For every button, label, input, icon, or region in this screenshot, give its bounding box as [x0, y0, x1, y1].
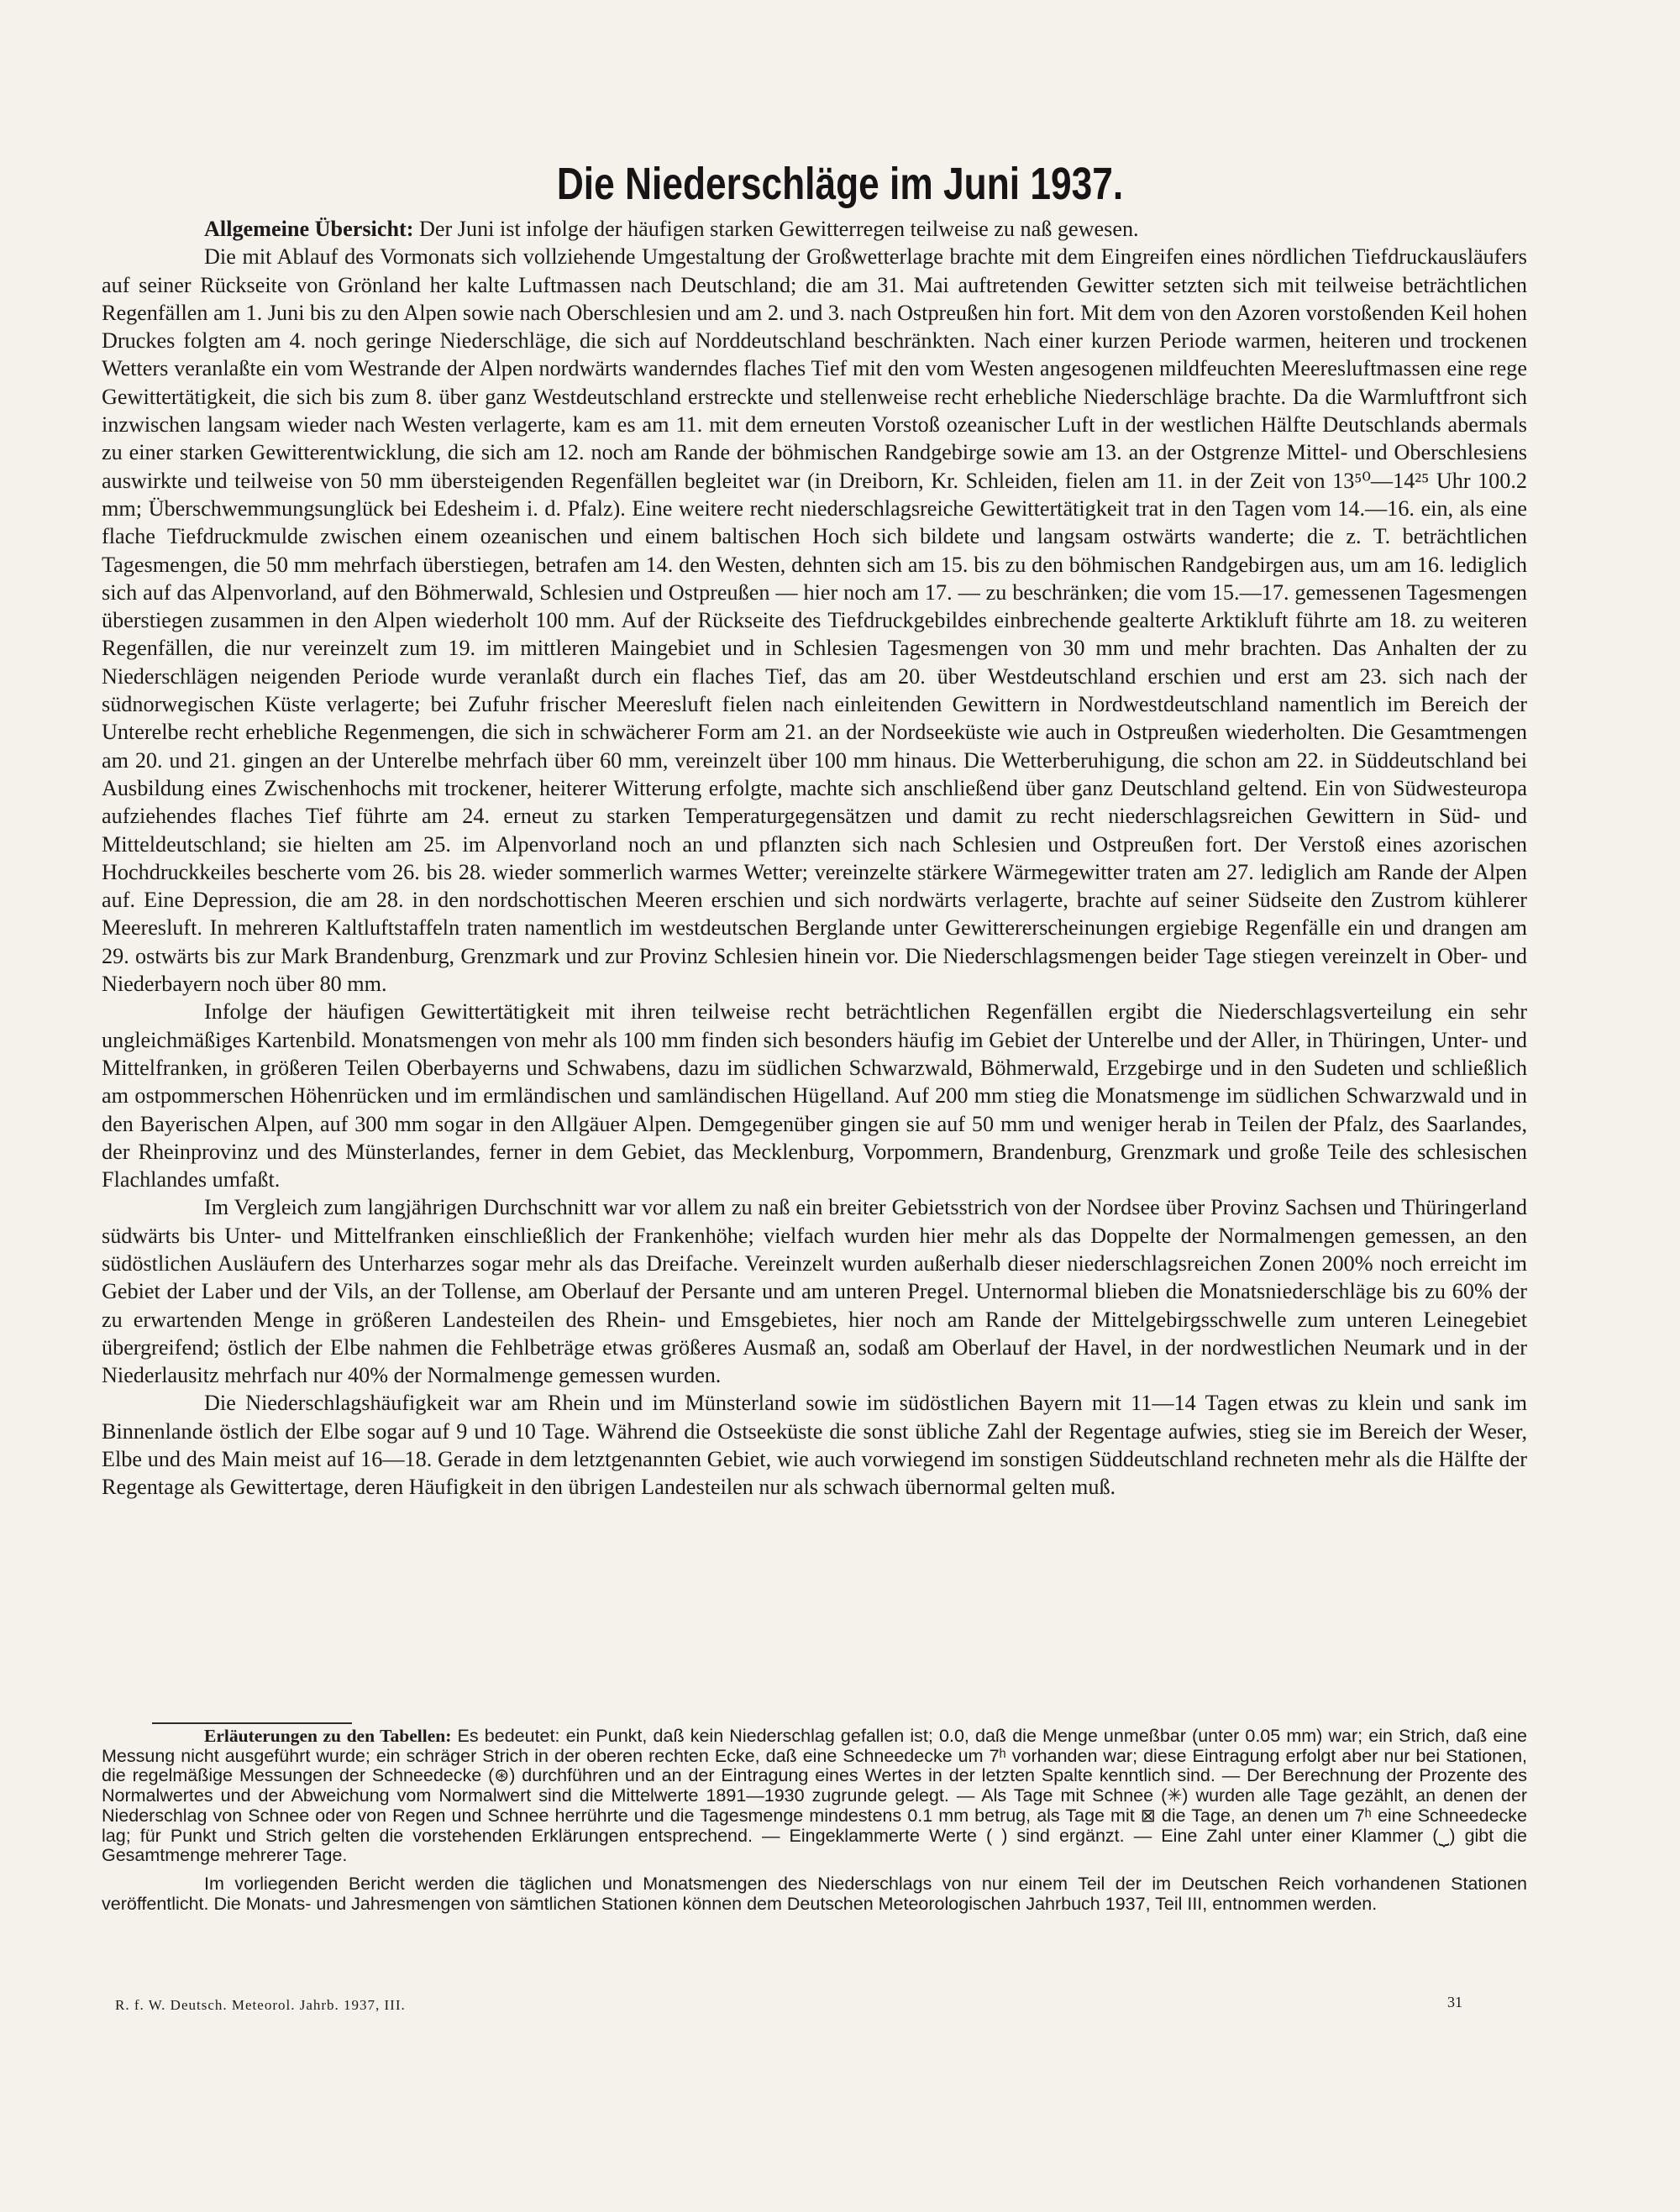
- footer-source: R. f. W. Deutsch. Meteorol. Jahrb. 1937, III.: [115, 1997, 406, 2013]
- overview-intro-paragraph: [102, 215, 1527, 243]
- table-notes-section: [102, 1727, 1527, 1914]
- notes-paragraph: [102, 1727, 1527, 1866]
- overview-paragraph: Die mit Ablauf des Vormonats sich vollziehende Umgestaltung der Großwetterlage brachte mit dem Eingreifen eines nördlichen Tiefdruckausläufers auf seiner Rückseite von Grönland her kalte Luftmassen nach Deutschland; die am 31. Mai auftretenden Gewitter setzten sich mit teilweise beträchtlichen Regenfällen am 1. Juni bis zu den Alpen sowie nach Oberschlesien und am 2. und 3. nach Ostpreußen hin fort. Mit dem von den Azoren vorstoßenden Keil hohen Druckes folgten am 4. noch geringe Niederschläge, die sich auf Norddeutschland beschränkten. Nach einer kurzen Periode warmen, heiteren und trockenen Wetters veranlaßte ein vom Westrande der Alpen nordwärts wanderndes flaches Tief mit den vom Westen angesogenen mildfeuchten Meeresluftmassen eine rege Gewittertätigkeit, die sich bis zum 8. über ganz Westdeutschland erstreckte und stellenweise recht erhebliche Niederschläge brachte. Da die Warmluftfront sich inzwischen langsam wieder nach Westen verlagerte, kam es am 11. mit dem erneuten Vorstoß ozeanischer Luft in der westlichen Hälfte Deutschlands abermals zu einer starken Gewitterentwicklung, die sich am 12. noch am Rande der böhmischen Randgebirge sowie am 13. an der Ostgrenze Mittel- und Oberschlesiens auswirkte und teilweise von 50 mm übersteigenden Regenfällen begleitet war (in Dreiborn, Kr. Schleiden, fielen am 11. in der Zeit von 13⁵⁰—14²⁵ Uhr 100.2 mm; Überschwemmungsunglück bei Edesheim i. d. Pfalz). Eine weitere recht niederschlagsreiche Gewittertätigkeit trat in den Tagen vom 14.—16. ein, als eine flache Tiefdruckmulde zwischen einem ozeanischen und einem baltischen Hoch sich bildete und langsam ostwärts wanderte; die z. T. beträchtlichen Tagesmengen, die 50 mm mehrfach überstiegen, betrafen am 14. den Westen, dehnten sich am 15. bis zu den böhmischen Randgebirgen aus, um am 16. lediglich sich auf das Alpenvorland, auf den Böhmerwald, Schlesien und Ostpreußen — hier noch am 17. — zu beschränken; die vom 15.—17. gemessenen Tagesmengen überstiegen zusammen in den Alpen wiederholt 100 mm. Auf der Rückseite des Tiefdruckgebildes einbrechende gealterte Arktikluft führte am 18. zu weiteren Regenfällen, die nur vereinzelt zum 19. im mittleren Maingebiet und in Schlesien Tagesmengen von 30 mm und mehr brachten. Das Anhalten der zu Niederschlägen neigenden Periode wurde veranlaßt durch ein flaches Tief, das am 20. über Westdeutschland erschien und erst am 23. sich nach der südnorwegischen Küste verlagerte; bei Zufuhr frischer Meeresluft fielen nach einleitenden Gewittern in Nordwestdeutschland namentlich im Bereich der Unterelbe recht erhebliche Regenmengen, die sich in schwächerer Form am 21. an der Nordseeküste wie auch in Ostpreußen wiederholten. Die Gesamtmengen am 20. und 21. gingen an der Unterelbe mehrfach über 60 mm, vereinzelt über 100 mm hinaus. Die Wetterberuhigung, die schon am 22. in Süddeutschland bei Ausbildung eines Zwischenhochs mit trockener, heiterer Witterung erfolgte, machte sich anschließend über ganz Deutschland geltend. Ein von Südwesteuropa aufziehendes flaches Tief führte am 24. erneut zu starken Temperaturgegensätzen und damit zu recht niederschlagsreichen Gewittern in Süd- und Mitteldeutschland; sie hielten am 25. im Alpenvorland noch an und pflanzten sich nach Schlesien und Ostpreußen fort. Der Verstoß eines azorischen Hochdruckkeiles bescherte vom 26. bis 28. wieder sommerlich warmes Wetter; vereinzelte stärkere Wärmegewitter traten am 27. lediglich am Rande der Alpen auf. Eine Depression, die am 28. in den nordschottischen Meeren erschien und sich nordwärts verlagerte, brachte auf seiner Südseite den Zustrom kühlerer Meeresluft. In mehreren Kaltluftstaffeln traten namentlich im westdeutschen Berglande unter Gewittererscheinungen ergiebige Regenfälle ein und drangen am 29. ostwärts bis zur Mark Brandenburg, Grenzmark und zur Provinz Schlesien hinein vor. Die Niederschlagsmengen beider Tage stiegen vereinzelt in Ober- und Niederbayern noch über 80 mm.: [102, 244, 1527, 997]
- notes-label: Erläuterungen zu den Tabellen:: [204, 1726, 452, 1746]
- notes-text: Es bedeutet: ein Punkt, daß kein Niederschlag gefallen ist; 0.0, daß die Menge unmeßbar (unter 0.05 mm) war; ein Strich, daß eine Messung nicht ausgeführt wurde; ein schräger Strich in der oberen rechten Ecke, daß eine Schneedecke um 7ʰ vorhanden war; diese Eintragung erfolgt aber nur bei Stationen, die regelmäßige Messungen der Schneedecke (⊛) durchführen und an der Eintragung eines Wertes in der letzten Spalte kenntlich sind. — Der Berechnung der Prozente des Normalwertes und der Abweichung vom Normalwert sind die Mittelwerte 1891—1930 zugrunde gelegt. — Als Tage mit Schnee (✳) wurden alle Tage gezählt, an denen der Niederschlag von Schnee oder von Regen und Schnee herrührte und die Tagesmenge mindestens 0.1 mm betrug, als Tage mit ⊠ die Tage, an denen um 7ʰ eine Schneedecke lag; für Punkt und Strich gelten die vorstehenden Erklärungen entsprechend. — Eingeklammerte Werte ( ) sind ergänzt. — Eine Zahl unter einer Klammer (⏟) gibt die Gesamtmenge mehrerer Tage.: [102, 1726, 1527, 1866]
- overview-section: [102, 215, 1527, 1502]
- overview-label: Allgemeine Übersicht:: [204, 217, 414, 241]
- overview-intro: Der Juni ist infolge der häufigen starken Gewitterregen teilweise zu naß gewesen.: [413, 217, 1139, 241]
- page-title: Die Niederschläge im Juni 1937.: [556, 159, 1124, 209]
- overview-paragraph: Die Niederschlagshäufigkeit war am Rhein und im Münsterland sowie im südöstlichen Bayern mit 11—14 Tagen etwas zu klein und sank im Binnenlande östlich der Elbe sogar auf 9 und 10 Tage. Während die Ostseeküste die sonst übliche Zahl der Regentage aufwies, stieg sie im Bereich der Weser, Elbe und des Main meist auf 16—18. Gerade in dem letztgenannten Gebiet, wie auch vorwiegend im sonstigen Süddeutschland rechneten mehr als die Hälfte der Regentage als Gewittertage, deren Häufigkeit in den übrigen Landesteilen nur als schwach übernormal gelten muß.: [102, 1391, 1527, 1500]
- overview-paragraph: Im Vergleich zum langjährigen Durchschnitt war vor allem zu naß ein breiter Gebietsstrich von der Nordsee über Provinz Sachsen und Thüringerland südwärts bis Unter- und Mittelfranken einschließlich der Frankenhöhe; vielfach wurden hier mehr als das Doppelte der Normalmengen gemessen, an den südöstlichen Ausläufern des Unterharzes sogar mehr als das Dreifache. Vereinzelt wurden außerhalb dieser niederschlagsreichen Zonen 200% noch erreicht im Gebiet der Laber und der Vils, an der Tollense, am Oberlauf der Persante und am unteren Pregel. Unternormal blieben die Monatsniederschläge bis zu 60% der zu erwartenden Menge in größeren Landesteilen des Rhein- und Emsgebietes, hier noch am Rande der Mittelgebirgsschwelle zum unteren Leinegebiet übergreifend; östlich der Elbe nahmen die Fehlbeträge etwas größeres Ausmaß an, sodaß am Oberlauf der Havel, in der nordwestlichen Neumark und in der Niederlausitz mehrfach nur 40% der Normalmenge gemessen wurden.: [102, 1195, 1527, 1388]
- overview-paragraph: Infolge der häufigen Gewittertätigkeit mit ihren teilweise recht beträchtlichen Regenfällen ergibt die Niederschlagsverteilung ein sehr ungleichmäßiges Kartenbild. Monatsmengen von mehr als 100 mm finden sich besonders häufig im Gebiet der Unterelbe und der Aller, in Thüringen, Unter- und Mittelfranken, in größeren Teilen Oberbayerns und Schwabens, dazu im südlichen Schwarzwald, Böhmerwald, Erzgebirge und in den Sudeten und schließlich am ostpommerschen Höhenrücken und im ermländischen und samländischen Hügelland. Auf 200 mm stieg die Monatsmenge im südlichen Schwarzwald und in den Bayerischen Alpen, auf 300 mm sogar in den Allgäuer Alpen. Demgegenüber gingen sie auf 50 mm und weniger herab in Teilen der Pfalz, des Saarlandes, der Rheinprovinz und des Münsterlandes, ferner in dem Gebiet, das Mecklenburg, Vorpommern, Brandenburg, Grenzmark und große Teile des schlesischen Flachlandes umfaßt.: [102, 999, 1527, 1192]
- notes-second-paragraph: Im vorliegenden Bericht werden die täglichen und Monatsmengen des Niederschlags von nur einem Teil der im Deutschen Reich vorhandenen Stationen veröffentlicht. Die Monats- und Jahresmengen von sämtlichen Stationen können dem Deutschen Meteorologischen Jahrbuch 1937, Teil III, entnommen werden.: [102, 1873, 1527, 1914]
- page-number: 31: [1447, 1994, 1462, 2010]
- section-divider: [152, 1722, 352, 1724]
